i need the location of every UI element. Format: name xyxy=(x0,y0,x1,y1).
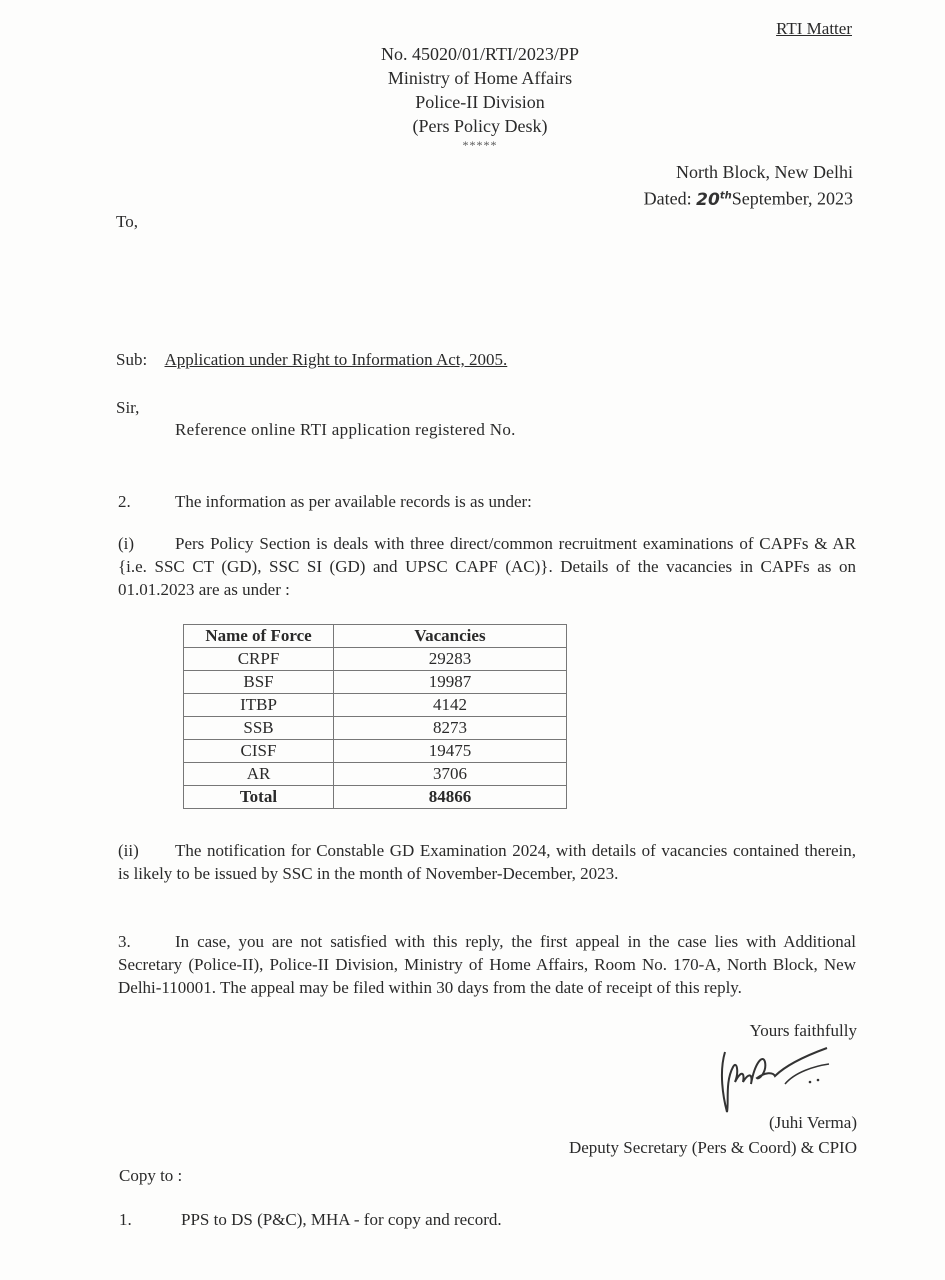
letter-header xyxy=(330,42,630,152)
paragraph-text: The notification for Constable GD Examination 2024, with details of vacancies contained therein, is likely to be issued by SSC in the month of November-December, 2023. xyxy=(118,841,856,883)
ministry-name: Ministry of Home Affairs xyxy=(387,68,573,88)
signature-icon xyxy=(715,1042,835,1117)
paragraph-number: 2. xyxy=(118,492,131,511)
table-total-row xyxy=(184,786,567,809)
date-day-handwritten xyxy=(696,190,732,210)
table-header-row xyxy=(184,625,567,648)
date-label: Dated: xyxy=(643,188,692,209)
subject-text: Application under Right to Information Act, 2005. xyxy=(164,350,508,369)
force-name: ITBP xyxy=(184,694,334,717)
vacancy-count: 19987 xyxy=(334,671,567,694)
vacancy-table xyxy=(183,624,567,809)
table-row xyxy=(184,740,567,763)
place-date-block xyxy=(644,160,853,212)
paragraph-ii xyxy=(118,839,856,885)
table-row xyxy=(184,671,567,694)
vacancy-count: 8273 xyxy=(334,717,567,740)
vacancy-count: 19475 xyxy=(334,740,567,763)
force-name: AR xyxy=(184,763,334,786)
date-line xyxy=(644,184,853,212)
signatory-name: (Juhi Verma) xyxy=(769,1113,857,1132)
force-name: CRPF xyxy=(184,648,334,671)
paragraph-text: In case, you are not satisfied with this reply, the first appeal in the case lies with Additional Secretary (Police-II), Police-II Division, Ministry of Home Affairs, Room No. 170-A, North Block, New Delhi-110001. The appeal may be filed within 30 days from the date of receipt of this reply. xyxy=(118,932,856,997)
paragraph-number: (i) xyxy=(118,534,135,553)
desk-name: (Pers Policy Desk) xyxy=(412,116,548,136)
paragraph-2 xyxy=(118,490,856,513)
vacancy-count: 29283 xyxy=(334,648,567,671)
closing-yours-faithfully: Yours faithfully xyxy=(749,1021,857,1040)
paragraph-number: 3. xyxy=(118,932,131,951)
table-row xyxy=(184,648,567,671)
division-name: Police-II Division xyxy=(415,92,545,112)
column-header-vacancies: Vacancies xyxy=(334,625,567,648)
salutation: Sir, xyxy=(116,398,140,417)
separator-stars: ***** xyxy=(462,138,498,152)
copy-to-label: Copy to : xyxy=(119,1166,183,1185)
file-number: No. 45020/01/RTI/2023/PP xyxy=(381,44,579,64)
subject-line xyxy=(116,350,507,370)
reference-line: Reference online RTI application registered No. xyxy=(175,420,516,439)
total-label: Total xyxy=(184,786,334,809)
table-row xyxy=(184,717,567,740)
paragraph-number: (ii) xyxy=(118,841,139,860)
copy-item-text: PPS to DS (P&C), MHA - for copy and record. xyxy=(181,1210,502,1229)
total-value: 84866 xyxy=(334,786,567,809)
rti-matter-tag: RTI Matter xyxy=(776,19,852,38)
column-header-force: Name of Force xyxy=(184,625,334,648)
addressee-to: To, xyxy=(116,212,138,231)
vacancy-count: 4142 xyxy=(334,694,567,717)
paragraph-text: The information as per available records is as under: xyxy=(175,492,532,511)
date-rest: September, 2023 xyxy=(731,188,853,209)
date-suffix: th xyxy=(719,190,732,201)
vacancy-count: 3706 xyxy=(334,763,567,786)
place: North Block, New Delhi xyxy=(676,162,853,182)
force-name: SSB xyxy=(184,717,334,740)
copy-item-number: 1. xyxy=(119,1210,132,1229)
table-row xyxy=(184,763,567,786)
signatory-designation: Deputy Secretary (Pers & Coord) & CPIO xyxy=(568,1138,857,1157)
date-day: 20 xyxy=(696,189,720,210)
paragraph-i xyxy=(118,532,856,601)
table-row xyxy=(184,694,567,717)
copy-to-item xyxy=(119,1210,502,1230)
paragraph-3 xyxy=(118,930,856,999)
force-name: CISF xyxy=(184,740,334,763)
force-name: BSF xyxy=(184,671,334,694)
subject-label: Sub: xyxy=(116,350,148,369)
paragraph-text: Pers Policy Section is deals with three direct/common recruitment examinations of CAPFs & AR {i.e. SSC CT (GD), SSC SI (GD) and UPSC CAPF (AC)}. Details of the vacancies in CAPFs as on 01.01.2023 are as under : xyxy=(118,534,856,599)
